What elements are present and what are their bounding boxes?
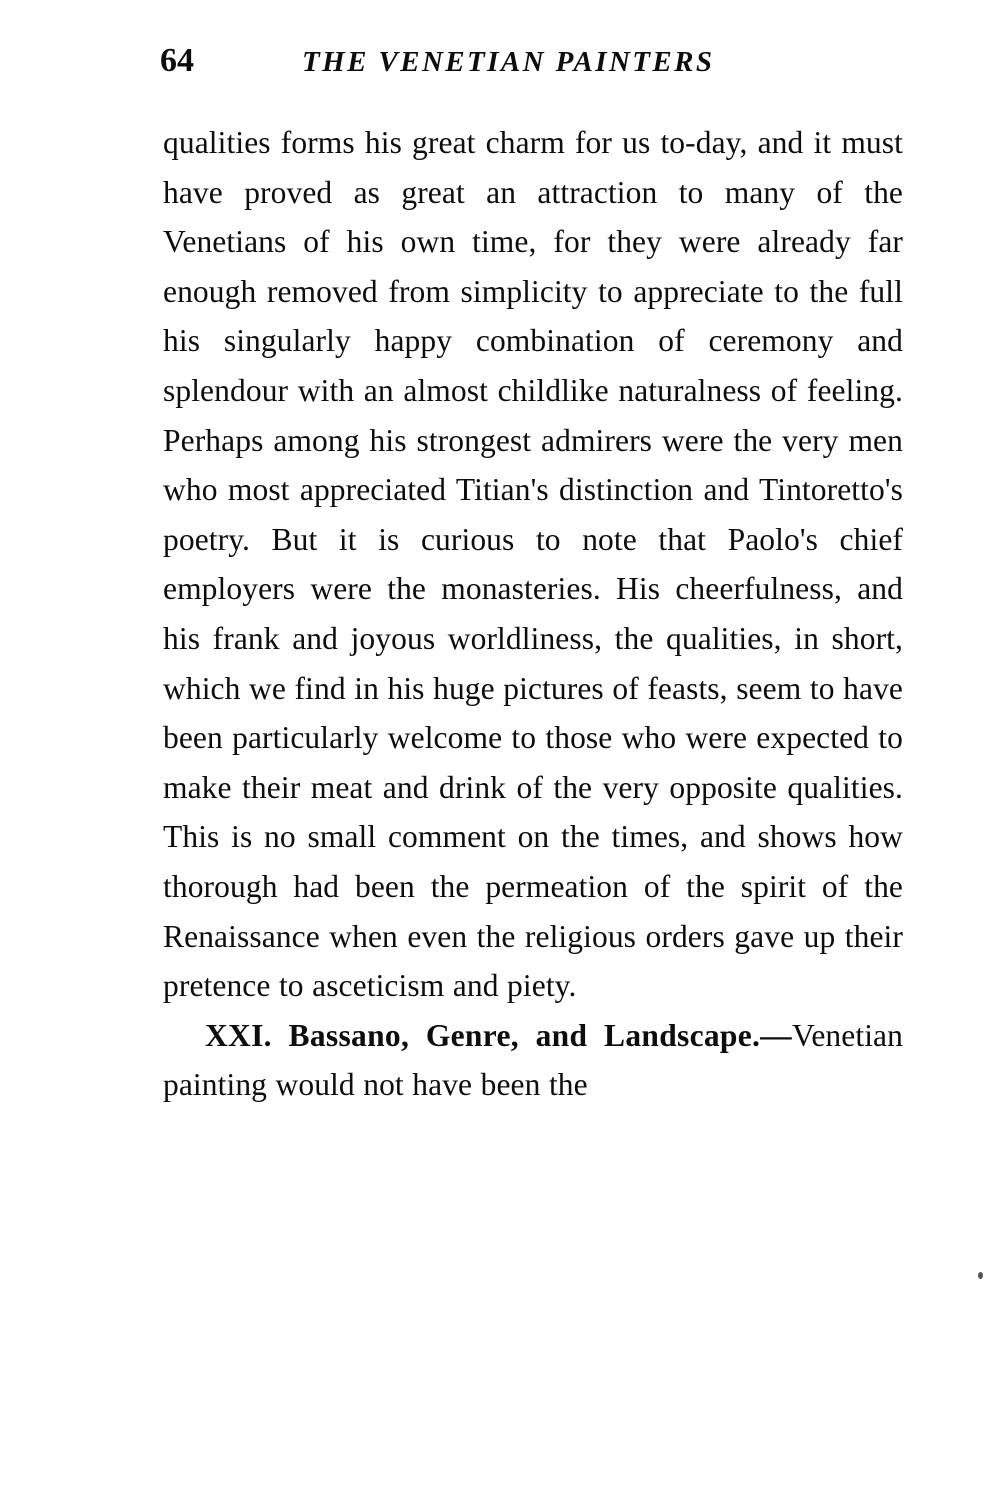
running-title: THE VENETIAN PAINTERS bbox=[302, 46, 715, 78]
page-number: 64 bbox=[160, 42, 194, 79]
body-text bbox=[163, 118, 903, 1110]
paragraph-2-text: Venetian painting would not have been the bbox=[163, 1017, 903, 1103]
page-header bbox=[160, 44, 780, 86]
paragraph-1: qualities forms his great charm for us to-day, and it must have proved as great an attraction to many of the Venetians of his own time, for they were already far enough removed from simplicity to appreciate to the full his singularly happy combination of ceremony and splendour with an almost childlike naturalness of feeling. Perhaps among his strongest admirers were the very men who most appreciated Titian's distinction and Tintoretto's poetry. But it is curious to note that Paolo's chief employers were the monasteries. His cheerfulness, and his frank and joyous worldliness, the qualities, in short, which we find in his huge pictures of feasts, seem to have been particularly welcome to those who were expected to make their meat and drink of the very opposite qualities. This is no small comment on the times, and shows how thorough had been the permeation of the spirit of the Renaissance when even the religious orders gave up their pretence to asceticism and piety. bbox=[163, 125, 903, 1004]
page-speck bbox=[978, 1272, 983, 1279]
section-heading: XXI. Bassano, Genre, and Landscape.— bbox=[205, 1017, 792, 1053]
paragraph-2 bbox=[163, 1011, 903, 1110]
